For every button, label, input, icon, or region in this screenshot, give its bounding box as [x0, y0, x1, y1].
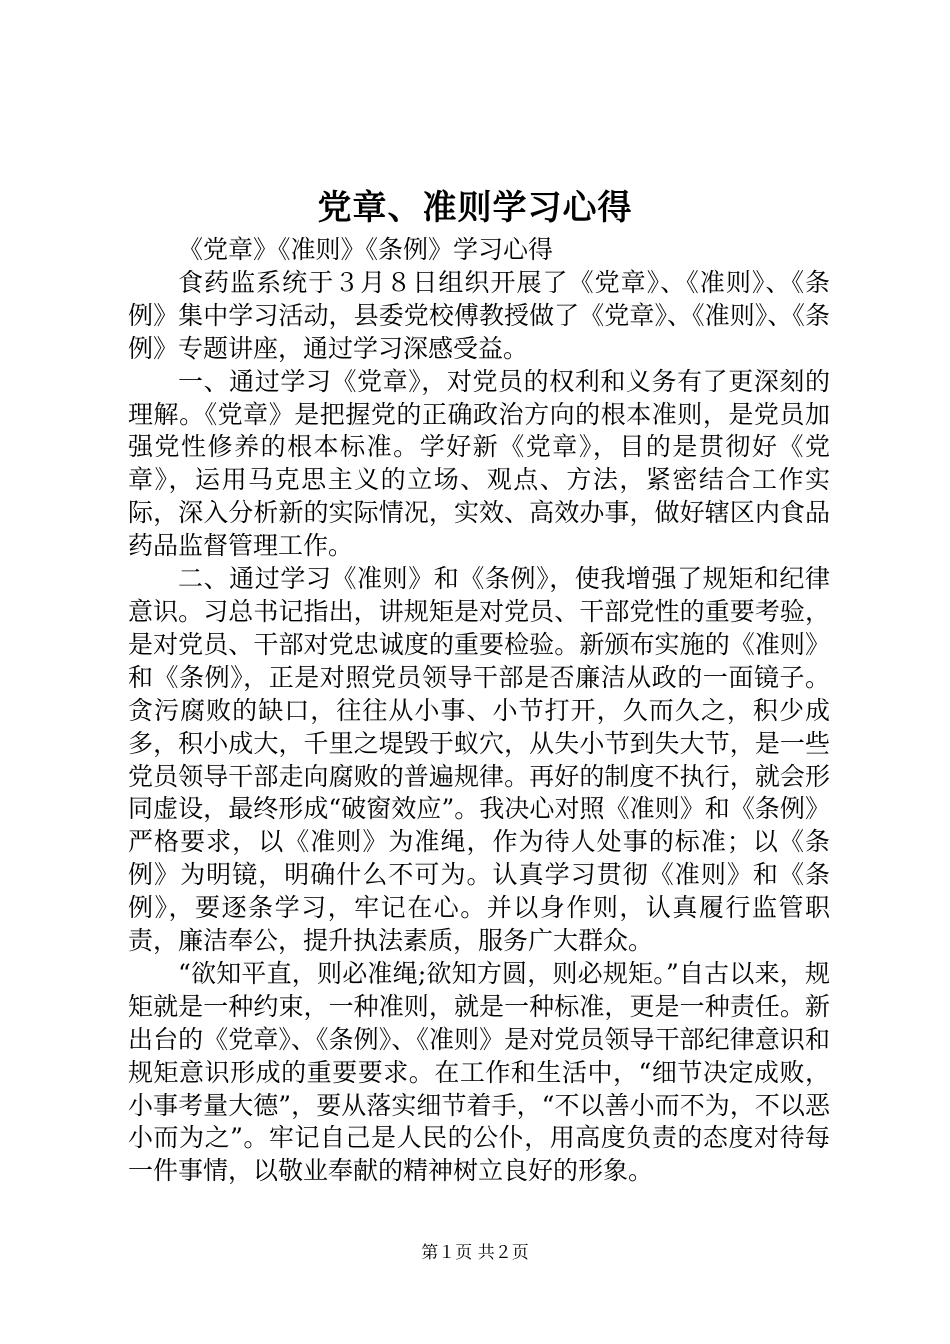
document-title: 党章、准则学习心得 [317, 188, 633, 228]
paragraph-section-one: 一、通过学习《党章》，对党员的权利和义务有了更深刻的理解。《党章》是把握党的正确政治方向的根本准则，是党员加强党性修养的根本标准。学好新《党章》，目的是贯彻好《党章》，运用马克思主义的立场、观点、方法，紧密结合工作实际，深入分析新的实际情况，实效、高效办事，做好辖区内食品药品监督管理工作。 [128, 366, 830, 561]
document-body [128, 234, 830, 1188]
page-number-footer: 第１页 共２页 [421, 1243, 529, 1263]
paragraph-intro: 食药监系统于３月８日组织开展了《党章》、《准则》、《条例》集中学习活动，县委党校傅教授做了《党章》、《准则》、《条例》专题讲座，通过学习深感受益。 [128, 267, 830, 363]
paragraph-subtitle: 《党章》《准则》《条例》学习心得 [178, 235, 554, 264]
paragraph-section-two: 二、通过学习《准则》和《条例》，使我增强了规矩和纪律意识。习总书记指出，讲规矩是对党员、干部党性的重要考验，是对党员、干部对党忠诚度的重要检验。新颁布实施的《准则》和《条例》，正是对照党员领导干部是否廉洁从政的一面镜子。贪污腐败的缺口，往往从小事、小节打开，久而久之，积少成多，积小成大，千里之堤毁于蚁穴，从失小节到失大节，是一些党员领导干部走向腐败的普遍规律。再好的制度不执行，就会形同虚设，最终形成“破窗效应”。我决心对照《准则》和《条例》严格要求，以《准则》为准绳，作为待人处事的标准；以《条例》为明镜，明确什么不可为。认真学习贯彻《准则》和《条例》，要逐条学习，牢记在心。并以身作则，认真履行监管职责，廉洁奉公，提升执法素质，服务广大群众。 [128, 564, 830, 956]
paragraph-conclusion: “欲知平直，则必准绳;欲知方圆，则必规矩。”自古以来，规矩就是一种约束，一种准则，就是一种标准，更是一种责任。新出台的《党章》、《条例》、《准则》是对党员领导干部纪律意识和规矩意识形成的重要要求。在工作和生活中，“细节决定成败，小事考量大德”，要从落实细节着手，“不以善小而不为，不以恶小而为之”。牢记自己是人民的公仆，用高度负责的态度对待每一件事情，以敬业奉献的精神树立良好的形象。 [128, 958, 830, 1186]
